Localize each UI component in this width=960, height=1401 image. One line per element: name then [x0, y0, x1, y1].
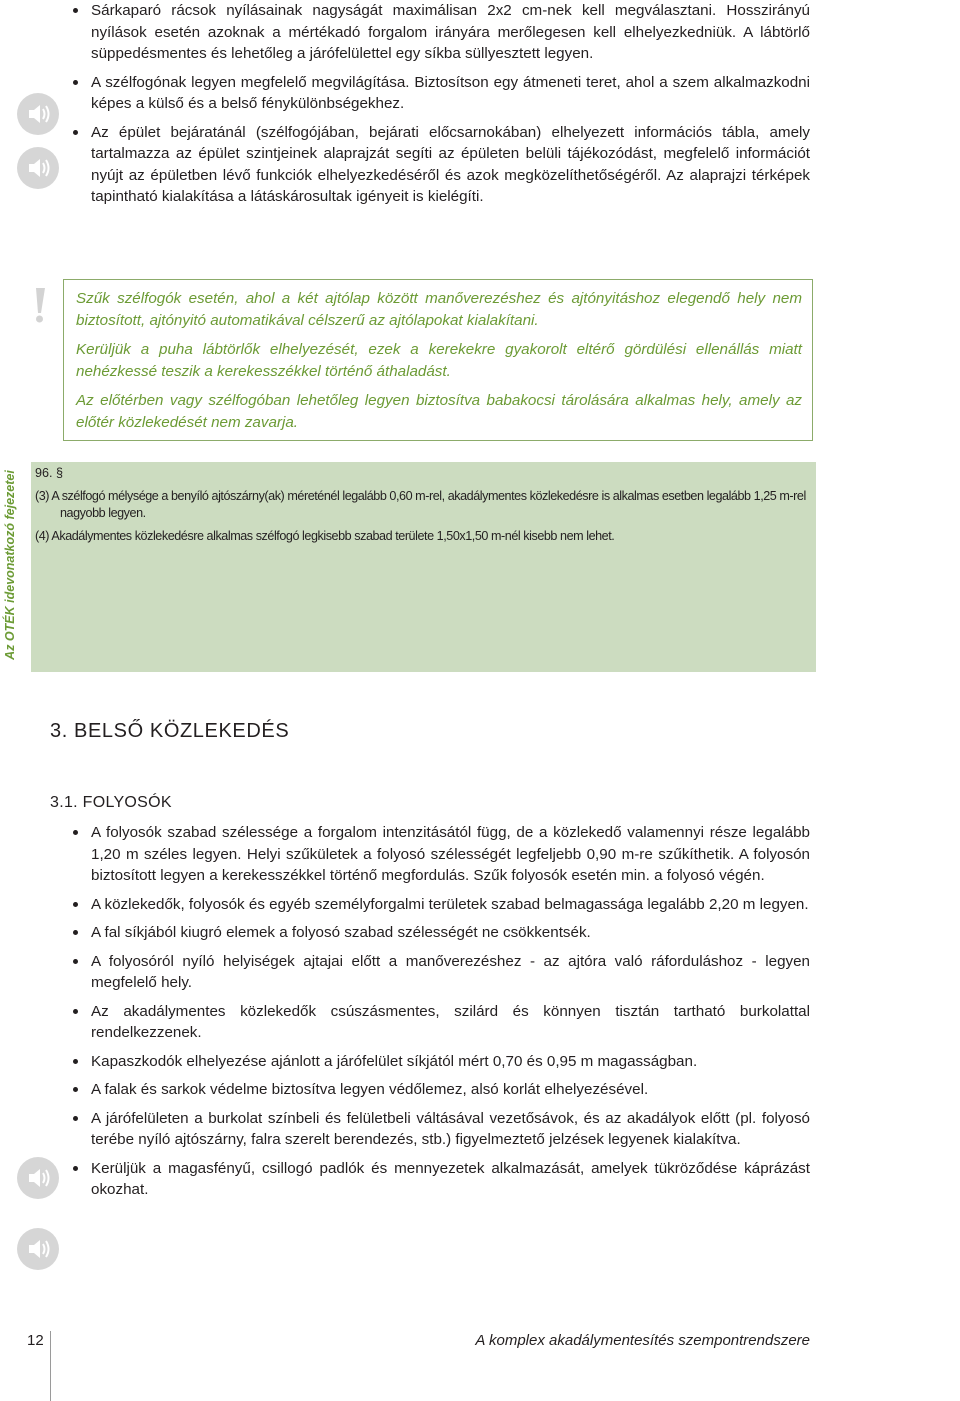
- speaker-icon[interactable]: [17, 93, 59, 135]
- speaker-icon[interactable]: [17, 1228, 59, 1270]
- law-box: [31, 462, 816, 672]
- speaker-icon[interactable]: [17, 147, 59, 189]
- list-item: Sárkaparó rácsok nyílásainak nagyságát maximálisan 2x2 cm-nek kell megválasztani. Hosszirányú nyílások esetén azoknak a mértékadó forgalom irányára merőlegesen kell elhelyezkedniük. A lábtörlő süppedésmentes és lehetőleg a járófelülettel egy síkba süllyesztett legyen.: [70, 0, 810, 65]
- footer-divider: [50, 1331, 51, 1401]
- exclamation-icon: [28, 286, 52, 324]
- list-item: A fal síkjából kiugró elemek a folyosó szabad szélességét ne csökkentsék.: [70, 922, 810, 944]
- side-label: Az OTÉK idevonatkozó fejezetei: [3, 470, 17, 660]
- list-item: Az akadálymentes közlekedők csúszásmentes, szilárd és könnyen tisztán tartható burkolattal rendelkezzenek.: [70, 1001, 810, 1044]
- list-item: Kapaszkodók elhelyezése ajánlott a járófelület síkjától mért 0,70 és 0,95 m magasságban.: [70, 1051, 810, 1073]
- note-paragraph: Az előtérben vagy szélfogóban lehetőleg legyen biztosítva babakocsi tárolására alkalmas hely, amely az előtér közlekedését nem zavarja.: [76, 392, 802, 431]
- footer-title: A komplex akadálymentesítés szempontrendszere: [475, 1332, 810, 1349]
- page-number: 12: [27, 1332, 44, 1349]
- list-item: A közlekedők, folyosók és egyéb személyforgalmi területek szabad belmagassága legalább 2,20 m legyen.: [70, 894, 810, 916]
- list-item: A folyosók szabad szélessége a forgalom intenzitásától függ, de a közlekedő valamennyi része legalább 1,20 m széles legyen. Helyi szűkületek a folyosó szélességét legfeljebb 0,90 m-re szűkíthetik. A folyosón biztosított legyen a kerekesszékkel történő megfordulás. Szűk folyosók esetén min. a folyosó végén.: [70, 822, 810, 887]
- section-heading: 3. BELSŐ KÖZLEKEDÉS: [50, 720, 290, 742]
- list-item: Kerüljük a magasfényű, csillogó padlók és mennyezetek alkalmazását, amelyek tükröződése káprázást okozhat.: [70, 1158, 810, 1201]
- list-item: A falak és sarkok védelme biztosítva legyen védőlemez, alsó korlát elhelyezésével.: [70, 1079, 810, 1101]
- note-paragraph: Kerüljük a puha lábtörlők elhelyezését, ezek a kerekekre gyakorolt eltérő gördülési ellenállás miatt nehézkessé teszik a kerekesszékkel történő áthaladást.: [76, 341, 802, 380]
- list-item: A szélfogónak legyen megfelelő megvilágítása. Biztosítson egy átmeneti teret, ahol a szem alkalmazkodni képes a külső és a belső fénykülönbségekhez.: [70, 72, 810, 115]
- law-paragraph: (3) A szélfogó mélysége a benyíló ajtószárny(ak) méreténél legalább 0,60 m-rel, akadálymentes közlekedésre is alkalmas esetben legalább 1,25 m-rel nagyobb legyen.: [35, 489, 806, 520]
- law-paragraph: (4) Akadálymentes közlekedésre alkalmas szélfogó legkisebb szabad területe 1,50x1,50 m-nél kisebb nem lehet.: [35, 529, 615, 543]
- law-section: 96. §: [35, 466, 64, 480]
- top-bullet-list: [70, 0, 810, 215]
- note-paragraph: Szűk szélfogók esetén, ahol a két ajtólap között manőverezéshez és ajtónyitáshoz elegendő hely nem biztosított, ajtónyitó automatikával célszerű az ajtólapokat kialakítani.: [76, 290, 802, 329]
- list-item: A folyosóról nyíló helyiségek ajtajai előtt a manőverezéshez - az ajtóra való ráforduláshoz - legyen megfelelő hely.: [70, 951, 810, 994]
- list-item: A járófelületen a burkolat színbeli és felületbeli váltásával vezetősávok, és az akadályok előtt (pl. folyosó terébe nyíló ajtószárny, falra szerelt berendezés, stb.) figyelmeztető jelzések legyenek kialakítva.: [70, 1108, 810, 1151]
- corridor-bullet-list: [70, 822, 810, 1208]
- speaker-icon[interactable]: [17, 1157, 59, 1199]
- note-box: [63, 279, 813, 441]
- list-item: Az épület bejáratánál (szélfogójában, bejárati előcsarnokában) elhelyezett információs tábla, amely tartalmazza az épület szintjeinek alaprajzát segíti az épületen belüli tájékozódást, megfelelő információt nyújt az épületben lévő funkciók elhelyezkedéséről és azok megközelíthetőségéről. Az alaprajzi térképek tapintható kialakítása a látáskárosultak igényeit is kielégíti.: [70, 122, 810, 208]
- subsection-heading: 3.1. FOLYOSÓK: [50, 794, 172, 811]
